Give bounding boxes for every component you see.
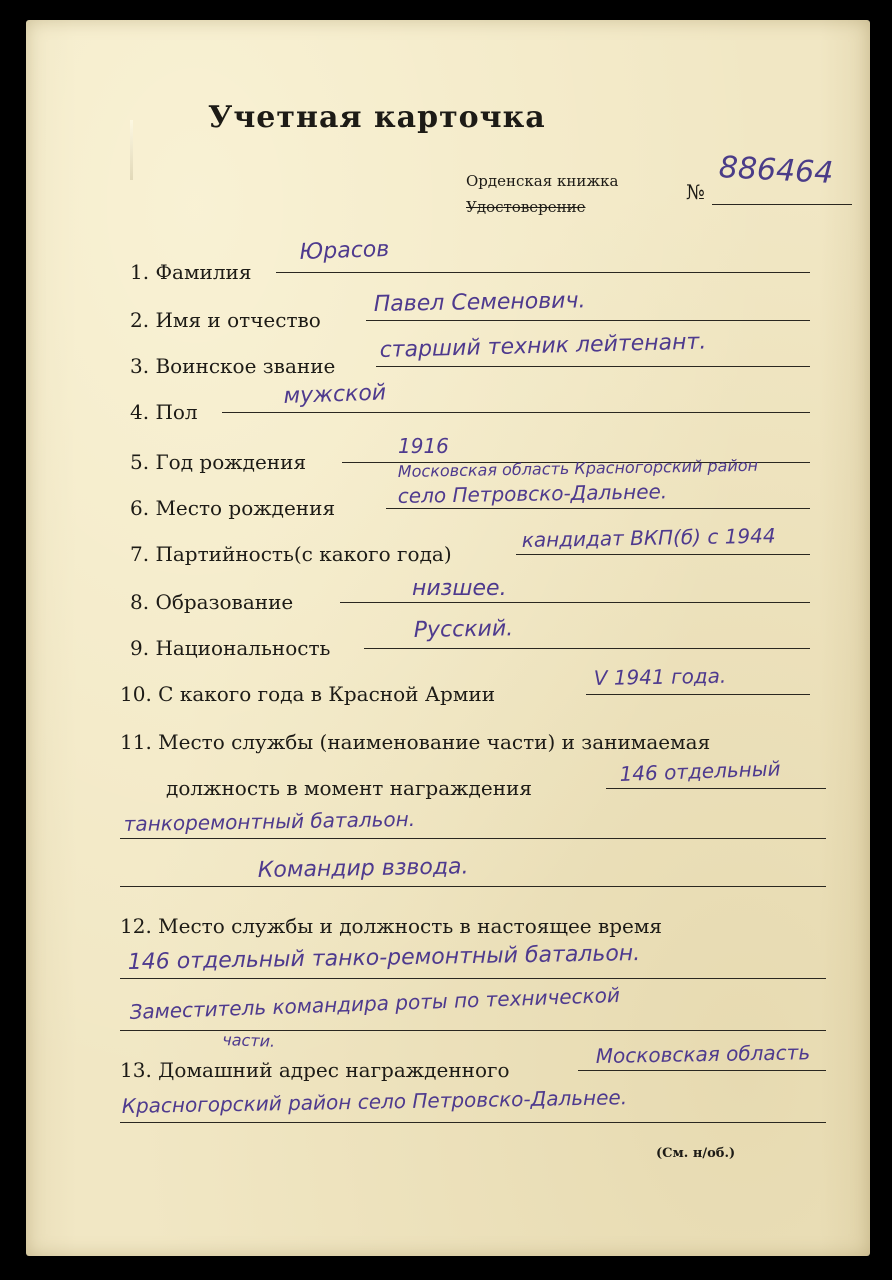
card-title: Учетная карточка [208, 100, 546, 135]
field-line-surname [276, 272, 810, 273]
field-value-service-place-line2: танкоремонтный батальон. [123, 806, 416, 836]
field-value-service-place-line3: Командир взвода. [257, 854, 469, 883]
field-label-surname: 1. Фамилия [130, 260, 252, 284]
field-line-rank [376, 366, 810, 367]
field-value-education: низшее. [412, 576, 507, 601]
field-label-rank: 3. Воинское звание [130, 354, 336, 378]
field-value-sex: мужской [283, 380, 387, 409]
field-value-party: кандидат ВКП(б) с 1944 [521, 523, 776, 552]
number-sign: № [686, 180, 705, 204]
field-label-nationality: 9. Национальность [130, 636, 331, 660]
field-value-home-address-line2: Красногорский район село Петровско-Дальнее. [121, 1085, 628, 1118]
field-line-nationality [364, 648, 810, 649]
field-value-nationality: Русский. [413, 616, 514, 643]
field-value-rank: старший техник лейтенант. [379, 329, 707, 363]
field-value-service-place-line1: 146 отдельный [619, 756, 781, 786]
field-value-army-since: V 1941 года. [593, 663, 727, 690]
field-value-name-patronymic: Павел Семенович. [373, 288, 586, 317]
field-label-name-patronymic: 2. Имя и отчество [130, 308, 321, 332]
field-line-service-place-3 [120, 886, 826, 887]
field-label-current-service: 12. Место службы и должность в настоящее время [120, 914, 663, 938]
field-value-current-service-line1: 146 отдельный танко-ремонтный батальон. [127, 941, 641, 975]
field-label-birth-year: 5. Год рождения [130, 450, 307, 474]
field-value-birth-year: 1916 [398, 434, 449, 458]
field-value-current-service-line2: Заместитель командира роты по технической [129, 982, 621, 1024]
field-line-birthplace [386, 508, 810, 509]
field-label-birthplace: 6. Место рождения [130, 496, 336, 520]
field-line-home-address-1 [578, 1070, 826, 1071]
field-label-home-address: 13. Домашний адрес награжденного [120, 1058, 510, 1082]
certificate-label-struck: Удостоверение [466, 198, 586, 216]
field-line-current-service-1 [120, 978, 826, 979]
field-line-sex [222, 412, 810, 413]
paper-fold-mark [130, 120, 133, 180]
field-line-service-place-1 [606, 788, 826, 789]
field-value-surname: Юрасов [299, 236, 390, 265]
field-label-sex: 4. Пол [130, 400, 198, 424]
number-line [712, 204, 852, 205]
field-line-army-since [586, 694, 810, 695]
field-value-birthplace-line1: Московская область Красногорский район [397, 455, 759, 481]
field-line-name-patronymic [366, 320, 810, 321]
field-value-current-service-line3: части. [222, 1030, 276, 1051]
field-label-service-place-line2: должность в момент награждения [166, 776, 532, 800]
field-line-education [340, 602, 810, 603]
field-value-home-address-line1: Московская область [595, 1040, 811, 1068]
field-value-birthplace-line2: село Петровско-Дальнее. [397, 479, 668, 508]
see-reverse-note: (См. н/об.) [656, 1146, 736, 1161]
field-label-army-since: 10. С какого года в Красной Армии [120, 682, 496, 706]
field-line-service-place-2 [120, 838, 826, 839]
field-line-home-address-2 [120, 1122, 826, 1123]
field-label-education: 8. Образование [130, 590, 294, 614]
field-label-service-place-line1: 11. Место службы (наименование части) и занимаемая [120, 730, 711, 754]
field-label-party: 7. Партийность(с какого года) [130, 542, 452, 566]
order-book-label: Орденская книжка [466, 172, 619, 190]
field-line-party [516, 554, 810, 555]
card-number-handwritten: 886464 [718, 150, 835, 191]
